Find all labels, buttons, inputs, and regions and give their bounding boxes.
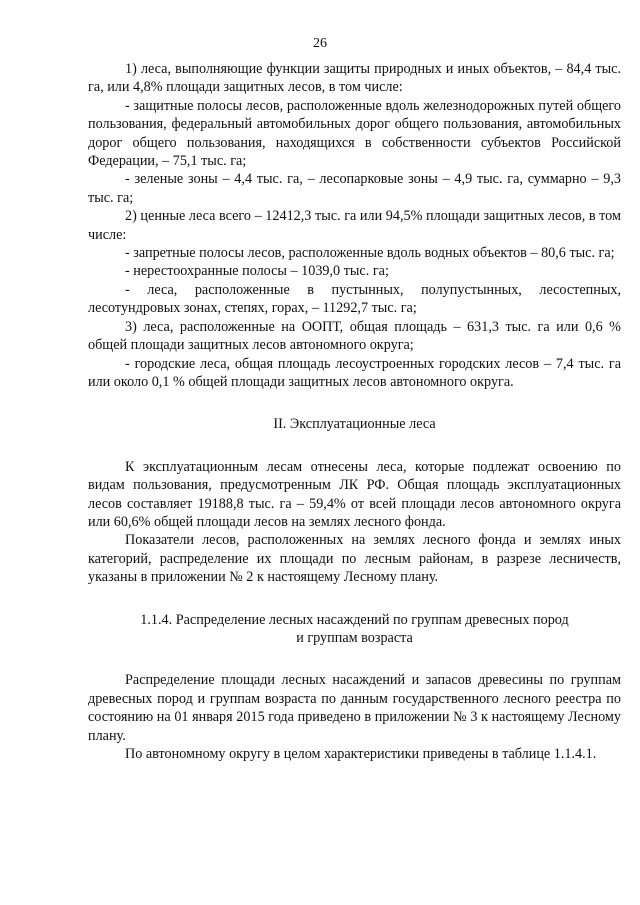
document-body (88, 60, 621, 763)
paragraph-green-zones: - зеленые зоны – 4,4 тыс. га, – лесопарковые зоны – 4,9 тыс. га, суммарно – 9,3 тыс. га; (88, 171, 621, 206)
subsection-heading-line1: 1.1.4. Распределение лесных насаждений по группам древесных пород (140, 611, 569, 628)
section-heading: II. Эксплуатационные леса (273, 416, 436, 433)
paragraph-spawning-strips: - нерестоохранные полосы – 1039,0 тыс. га; (125, 263, 389, 280)
paragraph-protective-functions: 1) леса, выполняющие функции защиты природных и иных объектов, – 84,4 тыс. га, или 4,8% площади защитных лесов, в том числе: (88, 61, 621, 96)
subsection-heading-line2: и группам возраста (296, 629, 413, 646)
paragraph-urban-forests: - городские леса, общая площадь лесоустроенных городских лесов – 7,4 тыс. га или около 0,1 % общей площади защитных лесов автономного округа. (88, 355, 621, 390)
paragraph-exploitation-forests: К эксплуатационным лесам отнесены леса, которые подлежат освоению по видам пользования, предусмотренным ЛК РФ. Общая площадь эксплуатационных лесов составляет 19188,8 тыс. га – 59,4% от всей площади лесов автономного округа или 60,6% общей площади лесов на землях лесного фонда. (88, 458, 621, 530)
paragraph-forest-indicators: Показатели лесов, расположенных на землях лесного фонда и землях иных категорий, распределение их площади по лесным районам, в разрезе лесничеств, указаны в приложении № 2 к настоящему Лесному плану. (88, 532, 621, 586)
paragraph-desert-forests: - леса, расположенные в пустынных, полупустынных, лесостепных, лесотундровых зонах, степях, горах, – 11292,7 тыс. га; (88, 281, 621, 317)
paragraph-valuable-forests: 2) ценные леса всего – 12412,3 тыс. га или 94,5% площади защитных лесов, в том числе: (88, 208, 621, 243)
paragraph-distribution: Распределение площади лесных насаждений и запасов древесины по группам древесных пород и группам возраста по данным государственного лесного реестра по состоянию на 01 января 2015 года приведено в приложении № 3 к настоящему Лесному плану. (88, 672, 621, 744)
paragraph-forbidden-strips: - запретные полосы лесов, расположенные вдоль водных объектов – 80,6 тыс. га; (125, 245, 615, 262)
subsection-heading (88, 611, 621, 648)
page-number: 26 (313, 36, 327, 51)
paragraph-protected-areas: 3) леса, расположенные на ООПТ, общая площадь – 631,3 тыс. га или 0,6 % общей площади защитных лесов автономного округа; (88, 318, 621, 354)
paragraph-okrug-characteristics: По автономному округу в целом характеристики приведены в таблице 1.1.4.1. (125, 746, 597, 762)
paragraph-protective-strips: - защитные полосы лесов, расположенные вдоль железнодорожных путей общего пользования, федеральный автомобильных дорог общего пользования, автомобильных дорог общего пользования, находящихся в собственности субъектов Российской Федерации, – 75,1 тыс. га; (88, 97, 621, 170)
